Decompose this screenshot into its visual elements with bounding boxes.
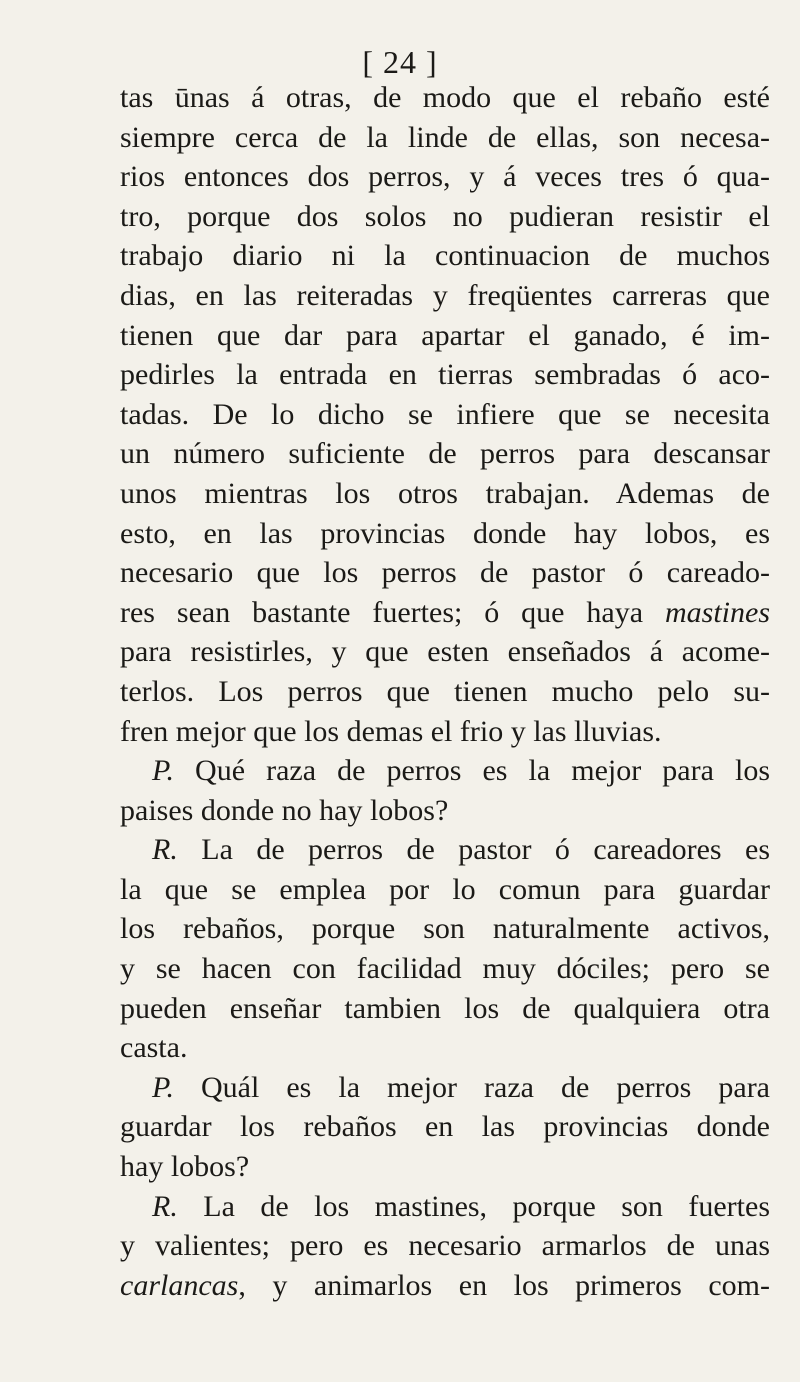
line-text: casta. bbox=[120, 1031, 188, 1065]
text-line bbox=[120, 909, 770, 949]
line-text: un número suficiente de perros para descansar bbox=[120, 437, 770, 471]
line-text: res sean bastante fuertes; ó que haya bbox=[120, 595, 665, 629]
line-text: unos mientras los otros trabajan. Ademas de bbox=[120, 476, 770, 510]
text-line bbox=[120, 593, 770, 633]
line-text: tadas. De lo dicho se infiere que se necesita bbox=[120, 397, 770, 431]
text-line bbox=[120, 1028, 770, 1068]
text-line bbox=[120, 434, 770, 474]
speaker-label: P. bbox=[152, 754, 174, 788]
text-line bbox=[120, 830, 770, 870]
text-line bbox=[120, 118, 770, 158]
line-text: , y animarlos en los primeros com- bbox=[238, 1268, 770, 1302]
text-line bbox=[120, 1226, 770, 1266]
line-text: necesario que los perros de pastor ó careado- bbox=[120, 556, 770, 590]
text-line bbox=[120, 197, 770, 237]
text-line bbox=[120, 553, 770, 593]
text-line bbox=[120, 989, 770, 1029]
line-text: y valientes; pero es necesario armarlos de unas bbox=[120, 1229, 770, 1263]
text-line bbox=[120, 870, 770, 910]
text-line bbox=[120, 1187, 770, 1227]
speaker-label: P. bbox=[152, 1070, 174, 1104]
line-text: hay lobos? bbox=[120, 1150, 250, 1184]
line-text: la que se emplea por lo comun para guardar bbox=[120, 872, 770, 906]
text-line bbox=[120, 236, 770, 276]
italic-term: carlancas bbox=[120, 1268, 239, 1302]
line-text: y se hacen con facilidad muy dóciles; pero se bbox=[120, 952, 770, 986]
line-text: paises donde no hay lobos? bbox=[120, 793, 449, 827]
body-text bbox=[120, 78, 770, 1305]
line-text: guardar los rebaños en las provincias donde bbox=[120, 1110, 770, 1144]
line-text: dias, en las reiteradas y freqüentes carreras que bbox=[120, 278, 770, 312]
line-text: La de los mastines, porque son fuertes bbox=[177, 1189, 770, 1223]
text-line bbox=[120, 672, 770, 712]
speaker-label: R. bbox=[152, 833, 178, 867]
text-line bbox=[120, 474, 770, 514]
line-text: tienen que dar para apartar el ganado, é im- bbox=[120, 318, 770, 352]
text-line bbox=[120, 712, 770, 752]
text-line bbox=[120, 395, 770, 435]
text-line bbox=[120, 316, 770, 356]
line-text: para resistirles, y que esten enseñados á acome- bbox=[120, 635, 770, 669]
text-line bbox=[120, 1147, 770, 1187]
line-text: pedirles la entrada en tierras sembradas ó aco- bbox=[120, 358, 770, 392]
speaker-label: R. bbox=[152, 1189, 178, 1223]
text-line bbox=[120, 632, 770, 672]
text-line bbox=[120, 355, 770, 395]
line-text: los rebaños, porque son naturalmente activos, bbox=[120, 912, 770, 946]
text-line bbox=[120, 949, 770, 989]
text-line bbox=[120, 1266, 770, 1306]
line-text: rios entonces dos perros, y á veces tres ó qua- bbox=[120, 160, 770, 194]
line-text: siempre cerca de la linde de ellas, son necesa- bbox=[120, 120, 770, 154]
line-text: tas ūnas á otras, de modo que el rebaño esté bbox=[120, 81, 770, 114]
text-line bbox=[120, 791, 770, 831]
text-line bbox=[120, 276, 770, 316]
line-text: Quál es la mejor raza de perros para bbox=[173, 1070, 770, 1104]
text-line bbox=[120, 1107, 770, 1147]
text-line bbox=[120, 514, 770, 554]
text-line bbox=[120, 751, 770, 791]
line-text: terlos. Los perros que tienen mucho pelo su- bbox=[120, 674, 770, 708]
text-line bbox=[120, 1068, 770, 1108]
line-text: Qué raza de perros es la mejor para los bbox=[173, 754, 770, 788]
text-line bbox=[120, 157, 770, 197]
line-text: trabajo diario ni la continuacion de muchos bbox=[120, 239, 770, 273]
line-text: pueden enseñar tambien los de qualquiera otra bbox=[120, 991, 770, 1025]
page-number: [ 24 ] bbox=[362, 44, 438, 80]
line-text: La de perros de pastor ó careadores es bbox=[177, 833, 770, 867]
line-text: tro, porque dos solos no pudieran resistir el bbox=[120, 199, 770, 233]
line-text: fren mejor que los demas el frio y las lluvias. bbox=[120, 714, 662, 748]
line-text: esto, en las provincias donde hay lobos, es bbox=[120, 516, 770, 550]
italic-term: mastines bbox=[665, 595, 770, 629]
text-line bbox=[120, 78, 770, 118]
